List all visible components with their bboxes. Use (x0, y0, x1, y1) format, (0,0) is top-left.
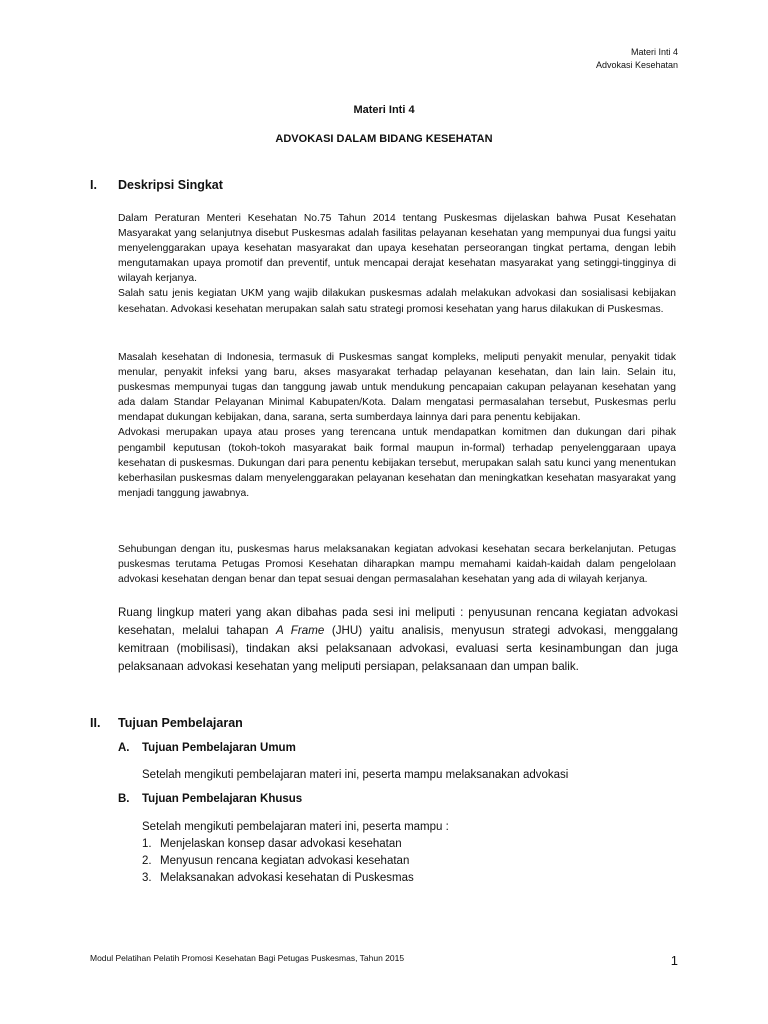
paragraph-3: Masalah kesehatan di Indonesia, termasuk di Puskesmas sangat kompleks, meliputi penyakit menular, penyakit tidak menular, penyakit infeksi yang baru, akses masyarakat terhadap pelayanan kesehatan, dan lain lain. Selain itu, puskesmas mempunyai tugas dan tanggung jawab untuk mendukung pencapaian cakupan pelayanan kesehatan yang ada dalam Standar Pelayanan Minimal Kabupaten/Kota. Dalam mengatasi permasalahan tersebut, Puskesmas perlu mendapat dukungan kebijakan, dana, sarana, serta sumberdaya lainnya dari para penentu kebijakan. (118, 352, 676, 424)
list-item: 3. Melaksanakan advokasi kesehatan di Puskesmas (142, 872, 414, 884)
paragraph-5: Sehubungan dengan itu, puskesmas harus melaksanakan kegiatan advokasi kesehatan secara berkelanjutan. Petugas puskesmas terutama Petugas Promosi Kesehatan diharapkan mampu memahami kaidah-kaidah dalam pengelolaan advokasi kesehatan dengan benar dan tepat sesuai dengan permasalahan kesehatan yang ada di wilayah kerjanya. (118, 544, 676, 586)
section-2-number: II. (90, 716, 101, 730)
a-frame-term: A Frame (275, 624, 325, 637)
paragraph-1: Dalam Peraturan Menteri Kesehatan No.75 Tahun 2014 tentang Puskesmas dijelaskan bahwa Pusat Kesehatan Masyarakat yang selanjutnya disebut Puskesmas adalah fasilitas pelayanan kesehatan yang mempunyai dua fungsi yaitu menyelenggarakan upaya kesehatan masyarakat dan upaya kesehatan perseorangan tingkat pertama, dengan lebih mengutamakan upaya promotif dan preventif, untuk mencapai derajat kesehatan masyarakat yang setinggi-tingginya di wilayah kerjanya. (118, 213, 676, 285)
subsection-b-intro: Setelah mengikuti pembelajaran materi ini, peserta mampu : (142, 821, 449, 833)
paragraph-6-part-b: (JHU) yaitu analisis, menyusun strategi advokasi, menggalang kemitraan (mobilisasi), tindakan aksi pelaksanaan advokasi, evaluasi serta kesinambungan dan juga pelaksanaan advokasi kesehatan yang meliputi persiapan, pelaksanaan dan umpan balik. (118, 624, 678, 673)
paragraph-2: Salah satu jenis kegiatan UKM yang wajib dilakukan puskesmas adalah melakukan advokasi dan sosialisasi kebijakan kesehatan. Advokasi kesehatan merupakan salah satu strategi promosi kesehatan yang harus dilakukan di Puskesmas. (118, 288, 676, 315)
paragraph-6-part-a: Ruang lingkup materi yang akan dibahas pada sesi ini meliputi : penyusunan rencana kegiatan advokasi kesehatan, melalui tahapan (118, 606, 678, 637)
list-item: 2. Menyusun rencana kegiatan advokasi kesehatan (142, 855, 410, 867)
section-1-block-b (118, 350, 676, 501)
header-line-2: Advokasi Kesehatan (595, 60, 678, 70)
paragraph-6 (118, 604, 678, 676)
section-2-title: Tujuan Pembelajaran (118, 716, 243, 730)
footer-text: Modul Pelatihan Pelatih Promosi Kesehatan Bagi Petugas Puskesmas, Tahun 2015 (90, 953, 405, 963)
document-subtitle: ADVOKASI DALAM BIDANG KESEHATAN (275, 133, 493, 145)
section-2-heading (90, 716, 243, 730)
subsection-a-text: Setelah mengikuti pembelajaran materi ini, peserta mampu melaksanakan advokasi (142, 769, 569, 781)
subsection-b-title: Tujuan Pembelajaran Khusus (142, 793, 303, 805)
subsection-b-body (142, 819, 449, 887)
section-1-number: I. (90, 178, 97, 192)
subsection-b-heading (118, 793, 302, 805)
section-1-title: Deskripsi Singkat (118, 178, 223, 192)
header-line-1: Materi Inti 4 (630, 47, 678, 57)
page-number: 1 (670, 953, 678, 968)
subsection-a-label: A. (118, 742, 130, 754)
section-1-heading (90, 178, 223, 192)
running-header (596, 46, 678, 72)
subsection-a-title: Tujuan Pembelajaran Umum (142, 742, 296, 754)
subsection-a-heading (118, 742, 296, 754)
section-1-block-a (118, 211, 676, 317)
objectives-list (142, 836, 449, 887)
document-title: Materi Inti 4 (353, 104, 415, 116)
list-item: 1. Menjelaskan konsep dasar advokasi kesehatan (142, 838, 402, 850)
subsection-b-label: B. (118, 793, 130, 805)
paragraph-4: Advokasi merupakan upaya atau proses yang terencana untuk mendapatkan komitmen dan dukungan dari pihak pengambil keputusan (tokoh-tokoh masyarakat baik formal maupun in-formal) terhadap penyelenggaraan upaya kesehatan di puskesmas. Dukungan dari para penentu kebijakan tersebut, merupakan salah satu kunci yang menentukan keberhasilan puskesmas dalam menyelenggarakan pelayanan kesehatan dan meningkatkan kesehatan masyarakat yang menjadi tanggung jawabnya. (118, 427, 676, 499)
section-1-block-c (118, 542, 676, 587)
